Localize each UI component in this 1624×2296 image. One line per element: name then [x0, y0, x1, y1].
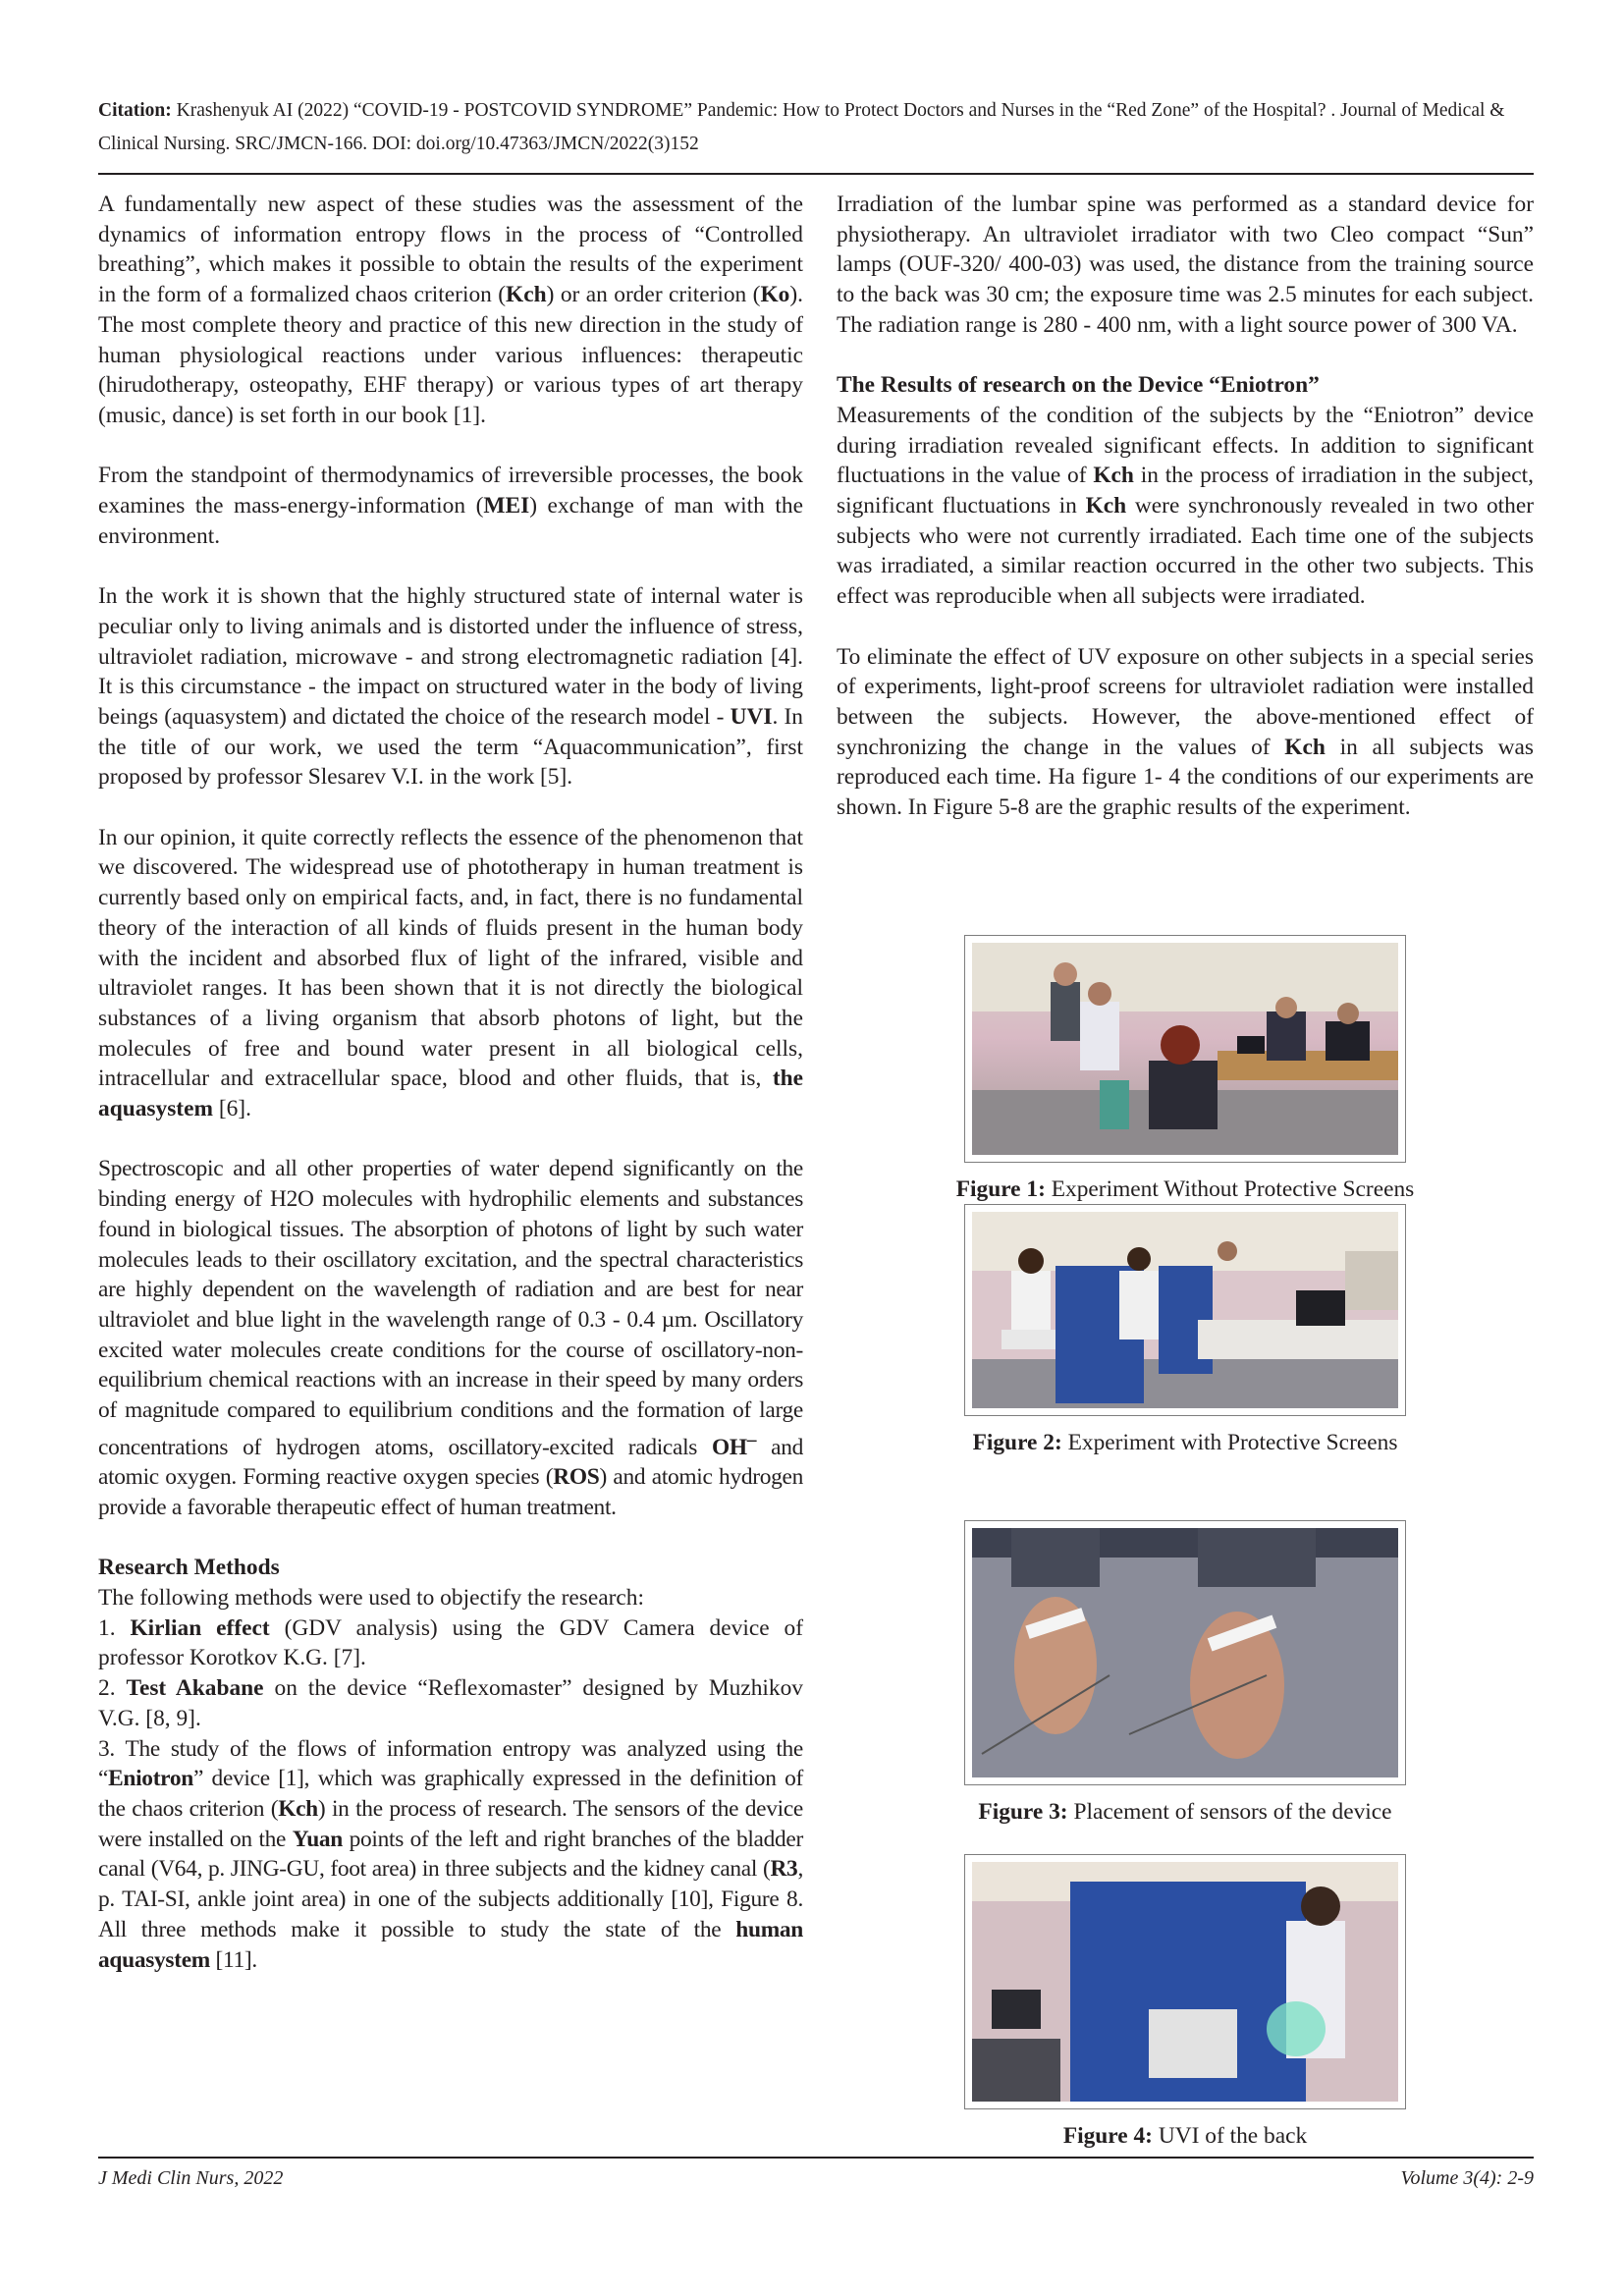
footer-journal: J Medi Clin Nurs, 2022: [98, 2167, 284, 2189]
footer-volume: Volume 3(4): 2-9: [1400, 2167, 1534, 2189]
figure-2-frame: [964, 1204, 1406, 1416]
text-run: in all subjects was reproduced each time. Ha figure 1- 4 the conditions of our experiments are shown. In Figure 5-8 are the graphic results of the experiment.: [837, 734, 1534, 821]
text-run: Spectroscopic and all other properties of water depend significantly on the binding energy of H2O molecules with hydrophilic elements and substances found in biological tissues. The absorption of photons of light by such water molecules leads to their oscillatory excitation, and the spectral characteristics are highly dependent on the wavelength of radiation and are best for near ultraviolet and blue light in the wavelength range of 0.3 - 0.4 µm. Oscillatory excited water molecules create conditions for the course of oscillatory-non-equilibrium chemical reactions with an increase in their speed by many orders of magnitude compared to equilibrium conditions and the formation of large concentrations of hydrogen atoms, oscillatory-excited radicals: [98, 1156, 803, 1460]
figure-label: Figure 1:: [955, 1176, 1046, 1202]
text-run: ) or an order criterion (: [546, 282, 761, 308]
text-run: in the process of irradiation in the subject, significant fluctuations in: [837, 463, 1534, 519]
term-oh-superscript: –: [746, 1429, 757, 1450]
figure-4-frame: [964, 1854, 1406, 2109]
figure-1-caption: [837, 1175, 1534, 1204]
header-rule: [98, 173, 1534, 175]
figure-3-caption: [837, 1797, 1534, 1827]
paragraph: [98, 1154, 803, 1522]
figure-4: [837, 1854, 1534, 2151]
term-yuan: Yuan: [292, 1826, 344, 1852]
text-run: [6].: [212, 1096, 251, 1122]
list-item: [98, 1734, 803, 1976]
term-ros: ROS: [553, 1464, 600, 1491]
text-run: . In the title of our work, we used the term “Aquacommunication”, first proposed by professor Slesarev V.I. in the work [5].: [98, 703, 803, 791]
text-run: ” device [1], which was graphically expressed in the definition of the chaos criterion (: [98, 1766, 803, 1822]
figure-3-frame: [964, 1520, 1406, 1785]
paragraph: [98, 461, 803, 551]
photo-experiment-with-screens: [972, 1212, 1398, 1408]
photo-room-with-subjects: [972, 943, 1398, 1155]
term-oh: OH: [711, 1434, 747, 1460]
list-number: 2.: [98, 1675, 127, 1702]
text-run: From the standpoint of thermodynamics of irreversible processes, the book examines the mass-energy-information (: [98, 463, 803, 519]
text-run: on the device “Reflexomaster” designed by Muzhikov V.G. [8, 9].: [98, 1675, 803, 1731]
text-run: (GDV analysis) using the GDV Camera device of professor Korotkov K.G. [7].: [98, 1614, 803, 1671]
paragraph: The following methods were used to objectify the research:: [98, 1585, 644, 1612]
photo-experiment-without-screens: [972, 943, 1398, 1155]
right-column: [837, 190, 1534, 823]
term-kirlian: Kirlian effect: [130, 1614, 270, 1641]
list-number: 1.: [98, 1614, 131, 1641]
photo-back-irradiation: [972, 1862, 1398, 2102]
text-run: were synchronously revealed in two other subjects who were not currently irradiated. Each time one of the subjects was irradiated, a similar reaction occurred in the other two subjects. This effect was reproducible when all subjects were irradiated.: [837, 493, 1535, 610]
figure-1: [837, 935, 1534, 1204]
paragraph: [98, 190, 803, 431]
section-heading-methods: Research Methods: [98, 1555, 280, 1581]
photo-sensor-placement: [972, 1528, 1398, 1777]
list-item: [98, 1673, 803, 1733]
text-run: ) and atomic hydrogen provide a favorable therapeutic effect of human treatment.: [98, 1464, 803, 1520]
term-eniotron: Eniotron: [108, 1766, 193, 1792]
text-run: ). The most complete theory and practice of this new direction in the study of human physiological reactions under various influences: therapeutic (hirudotherapy, osteopathy, EHF therapy) or various types of art therapy (music, dance) is set forth in our book [1].: [98, 282, 803, 428]
figure-caption-text: Experiment Without Protective Screens: [1045, 1176, 1415, 1202]
term-kch: Kch: [278, 1795, 318, 1822]
footer-rule: [98, 2157, 1534, 2159]
citation-label: Citation:: [98, 100, 172, 121]
figure-label: Figure 3:: [978, 1799, 1068, 1825]
text-run: 3. The study of the flows of information entropy was analyzed using the “: [98, 1735, 803, 1792]
term-ko: Ko: [760, 282, 790, 308]
citation: [98, 94, 1534, 161]
figure-2: [837, 1204, 1534, 1457]
term-r3: R3: [770, 1856, 798, 1883]
text-run: ) exchange of man with the environment.: [98, 493, 803, 549]
text-run: Measurements of the condition of the subjects by the “Eniotron” device during irradiation revealed significant effects. In addition to significant fluctuations in the value of: [837, 402, 1534, 489]
section-heading-results: The Results of research on the Device “Eniotron”: [837, 372, 1320, 399]
citation-text: Krashenyuk AI (2022) “COVID-19 - POSTCOVID SYNDROME” Pandemic: How to Protect Doctors and Nurses in the “Red Zone” of the Hospital? . Journal of Medical & Clinical Nursing. SRC/JMCN-166. DOI: doi.org/10.47363/JMCN/2022(3)152: [98, 100, 1505, 154]
term-mei: MEI: [483, 493, 530, 519]
paragraph: [837, 642, 1534, 823]
text-run: ) in the process of research. The sensors of the device were installed on the: [98, 1795, 803, 1852]
text-run: In our opinion, it quite correctly reflects the essence of the phenomenon that we discovered. The widespread use of phototherapy in human treatment is currently based only on empirical facts, and, in fact, there is no fundamental theory of the interaction of all kinds of fluids present in the human body with the incident and absorbed flux of light of the infrared, visible and ultraviolet ranges. It has been shown that it is not directly the biological substances of a living organism that absorb photons of light, but the molecules of free and bound water present in all biological cells, intracellular and extracellular space, blood and other fluids, that is,: [98, 824, 803, 1092]
term-kch: Kch: [1284, 734, 1326, 760]
list-item: [98, 1613, 803, 1673]
term-akabane: Test Akabane: [126, 1675, 264, 1702]
text-run: A fundamentally new aspect of these studies was the assessment of the dynamics of information entropy flows in the process of “Controlled breathing”, which makes it possible to obtain the results of the experiment in the form of a formalized chaos criterion (: [98, 191, 803, 308]
text-run: In the work it is shown that the highly structured state of internal water is peculiar only to living animals and is distorted under the influence of stress, ultraviolet radiation, microwave - and strong electromagnetic radiation [4]. It is this circumstance - the impact on structured water in the body of living beings (aquasystem) and dictated the choice of the research model -: [98, 583, 803, 730]
photo-room-with-screens: [972, 1212, 1398, 1408]
term-kch: Kch: [1093, 463, 1134, 489]
photo-feet-with-sensors: [972, 1528, 1398, 1777]
paragraph: [98, 581, 803, 793]
text-run: To eliminate the effect of UV exposure on other subjects in a special series of experiments, light-proof screens for ultraviolet radiation were installed between the subjects. However, the above-mentioned effect of synchronizing the change in the values of: [837, 643, 1534, 760]
text-run: points of the left and right branches of the bladder canal (V64, p. JING-GU, foot area) in three subjects and the kidney canal (: [98, 1826, 803, 1883]
term-aquasystem: the aquasystem: [98, 1066, 803, 1122]
figure-caption-text: Placement of sensors of the device: [1067, 1799, 1392, 1825]
figure-3: [837, 1520, 1534, 1827]
figure-caption-text: UVI of the back: [1152, 2123, 1308, 2149]
paragraph: [837, 401, 1534, 612]
figure-2-caption: [837, 1428, 1534, 1457]
figure-label: Figure 2:: [972, 1430, 1062, 1455]
figure-caption-text: Experiment with Protective Screens: [1061, 1430, 1398, 1455]
text-run: , p. TAI-SI, ankle joint area) in one of the subjects additionally [10], Figure 8. All three methods make it possible to study the state of the: [98, 1856, 803, 1942]
figure-1-frame: [964, 935, 1406, 1163]
text-run: and atomic oxygen. Forming reactive oxygen species (: [98, 1434, 803, 1491]
term-kch: Kch: [1085, 493, 1127, 519]
text-run: [11].: [209, 1946, 257, 1973]
figure-4-caption: [837, 2121, 1534, 2151]
paragraph: [98, 823, 803, 1124]
photo-uvi-back: [972, 1862, 1398, 2102]
left-column: [98, 190, 803, 1975]
figure-label: Figure 4:: [1062, 2123, 1153, 2149]
term-uvi: UVI: [730, 703, 773, 730]
term-human-aquasystem: human aquasystem: [98, 1916, 803, 1973]
paragraph: Irradiation of the lumbar spine was performed as a standard device for physiotherapy. An ultraviolet irradiator with two Cleo compact “Sun” lamps (OUF-320/ 400-03) was used, the distance from the training source to the back was 30 cm; the exposure time was 2.5 minutes for each subject. The radiation range is 280 - 400 nm, with a light source power of 300 VA.: [837, 191, 1534, 338]
term-kch: Kch: [506, 282, 547, 308]
